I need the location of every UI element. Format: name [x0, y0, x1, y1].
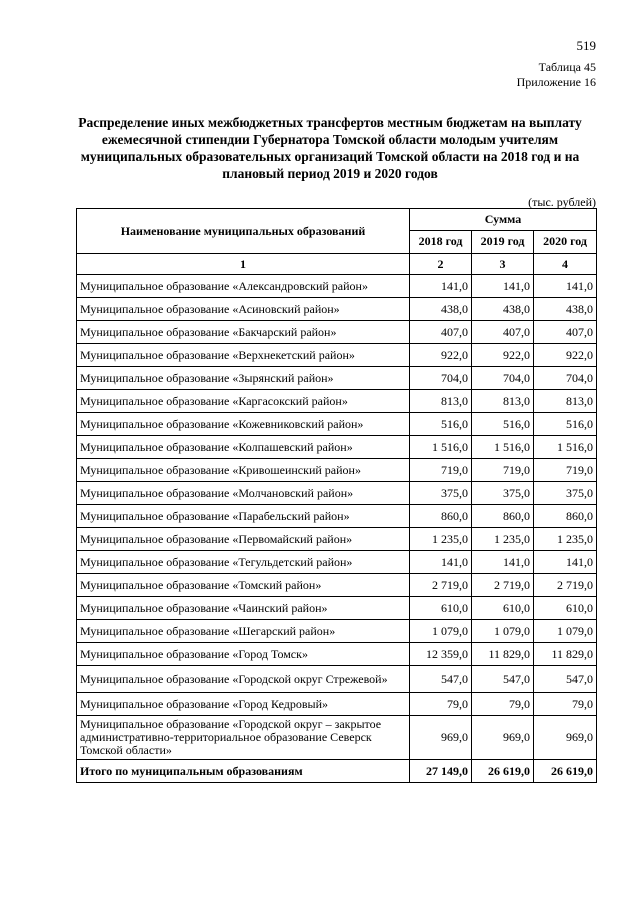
row-name-cell: Муниципальное образование «Кожевниковский район» — [77, 413, 410, 436]
row-name-cell: Муниципальное образование «Городской округ Стрежевой» — [77, 666, 410, 693]
value-2019-cell: 141,0 — [472, 551, 534, 574]
value-2019-cell: 813,0 — [472, 390, 534, 413]
total-2018-cell: 27 149,0 — [410, 760, 472, 783]
document-title: Распределение иных межбюджетных трансфертов местным бюджетам на выплату ежемесячной стипендии Губернатора Томской области молодым учителям муниципальных образовательных организаций Томской области на 2018 год и на плановый период 2019 и 2020 годов — [78, 115, 582, 181]
row-name-cell: Муниципальное образование «Кривошеинский район» — [77, 459, 410, 482]
table-row — [77, 716, 597, 760]
row-name-cell: Муниципальное образование «Шегарский район» — [77, 620, 410, 643]
row-name-cell: Муниципальное образование «Колпашевский район» — [77, 436, 410, 459]
value-2018-cell: 141,0 — [410, 275, 472, 298]
col-header-year-2020: 2020 год — [534, 230, 597, 253]
value-2019-cell: 141,0 — [472, 275, 534, 298]
value-2020-cell: 860,0 — [534, 505, 597, 528]
table-label-block — [517, 60, 596, 90]
index-cell: 2 — [410, 254, 472, 275]
value-2018-cell: 860,0 — [410, 505, 472, 528]
table-row — [77, 643, 597, 666]
row-name-cell: Муниципальное образование «Парабельский район» — [77, 505, 410, 528]
table-row — [77, 390, 597, 413]
value-2020-cell: 1 516,0 — [534, 436, 597, 459]
value-2018-cell: 438,0 — [410, 298, 472, 321]
table-row — [77, 436, 597, 459]
row-name-cell: Муниципальное образование «Первомайский район» — [77, 528, 410, 551]
table-row — [77, 344, 597, 367]
row-name-cell: Муниципальное образование «Чаинский район» — [77, 597, 410, 620]
appendix-label: Приложение 16 — [516, 75, 596, 89]
total-name-cell: Итого по муниципальным образованиям — [77, 760, 410, 783]
value-2019-cell: 860,0 — [472, 505, 534, 528]
value-2020-cell: 547,0 — [534, 666, 597, 693]
value-2020-cell: 407,0 — [534, 321, 597, 344]
index-row — [77, 254, 597, 275]
value-2020-cell: 719,0 — [534, 459, 597, 482]
transfers-table — [76, 208, 597, 783]
total-2019-cell: 26 619,0 — [472, 760, 534, 783]
value-2018-cell: 79,0 — [410, 693, 472, 716]
total-2020-cell: 26 619,0 — [534, 760, 597, 783]
row-name-cell: Муниципальное образование «Каргасокский район» — [77, 390, 410, 413]
value-2020-cell: 704,0 — [534, 367, 597, 390]
table-row — [77, 620, 597, 643]
value-2019-cell: 516,0 — [472, 413, 534, 436]
row-name-cell: Муниципальное образование «Бакчарский район» — [77, 321, 410, 344]
col-header-year-2019: 2019 год — [472, 230, 534, 253]
value-2020-cell: 969,0 — [534, 716, 597, 760]
value-2020-cell: 141,0 — [534, 275, 597, 298]
table-row — [77, 459, 597, 482]
value-2020-cell: 11 829,0 — [534, 643, 597, 666]
row-name-cell: Муниципальное образование «Верхнекетский район» — [77, 344, 410, 367]
col-header-sum: Сумма — [410, 209, 597, 231]
row-name-cell: Муниципальное образование «Молчановский район» — [77, 482, 410, 505]
value-2020-cell: 79,0 — [534, 693, 597, 716]
col-header-name: Наименование муниципальных образований — [77, 209, 410, 254]
value-2018-cell: 1 516,0 — [410, 436, 472, 459]
value-2019-cell: 1 235,0 — [472, 528, 534, 551]
table-row — [77, 528, 597, 551]
value-2018-cell: 516,0 — [410, 413, 472, 436]
col-header-year-2018: 2018 год — [410, 230, 472, 253]
value-2018-cell: 547,0 — [410, 666, 472, 693]
table-row — [77, 666, 597, 693]
value-2018-cell: 813,0 — [410, 390, 472, 413]
page-number: 519 — [576, 38, 596, 53]
value-2019-cell: 1 516,0 — [472, 436, 534, 459]
row-name-cell: Муниципальное образование «Томский район» — [77, 574, 410, 597]
value-2019-cell: 969,0 — [472, 716, 534, 760]
row-name-cell: Муниципальное образование «Александровский район» — [77, 275, 410, 298]
units-note: (тыс. рублей) — [528, 195, 596, 209]
value-2019-cell: 719,0 — [472, 459, 534, 482]
value-2020-cell: 516,0 — [534, 413, 597, 436]
table-row — [77, 693, 597, 716]
value-2020-cell: 2 719,0 — [534, 574, 597, 597]
value-2018-cell: 407,0 — [410, 321, 472, 344]
table-row — [77, 298, 597, 321]
value-2020-cell: 1 079,0 — [534, 620, 597, 643]
total-row — [77, 760, 597, 783]
value-2020-cell: 141,0 — [534, 551, 597, 574]
row-name-cell: Муниципальное образование «Асиновский район» — [77, 298, 410, 321]
value-2020-cell: 610,0 — [534, 597, 597, 620]
table-row — [77, 321, 597, 344]
value-2019-cell: 375,0 — [472, 482, 534, 505]
value-2019-cell: 704,0 — [472, 367, 534, 390]
value-2020-cell: 922,0 — [534, 344, 597, 367]
value-2018-cell: 719,0 — [410, 459, 472, 482]
value-2018-cell: 969,0 — [410, 716, 472, 760]
index-cell: 3 — [472, 254, 534, 275]
value-2020-cell: 1 235,0 — [534, 528, 597, 551]
row-name-cell: Муниципальное образование «Город Кедровый» — [77, 693, 410, 716]
table-row — [77, 367, 597, 390]
row-name-cell: Муниципальное образование «Городской округ – закрытое административно-территориальное образование Северск Томской области» — [77, 716, 410, 760]
value-2018-cell: 1 079,0 — [410, 620, 472, 643]
value-2018-cell: 1 235,0 — [410, 528, 472, 551]
value-2020-cell: 438,0 — [534, 298, 597, 321]
value-2019-cell: 922,0 — [472, 344, 534, 367]
value-2019-cell: 79,0 — [472, 693, 534, 716]
value-2018-cell: 375,0 — [410, 482, 472, 505]
table-row — [77, 597, 597, 620]
table-row — [77, 551, 597, 574]
table-row — [77, 574, 597, 597]
table-row — [77, 505, 597, 528]
row-name-cell: Муниципальное образование «Город Томск» — [77, 643, 410, 666]
row-name-cell: Муниципальное образование «Тегульдетский район» — [77, 551, 410, 574]
table-row — [77, 413, 597, 436]
index-cell: 4 — [534, 254, 597, 275]
value-2018-cell: 141,0 — [410, 551, 472, 574]
table-row — [77, 482, 597, 505]
value-2018-cell: 610,0 — [410, 597, 472, 620]
value-2020-cell: 813,0 — [534, 390, 597, 413]
index-cell: 1 — [77, 254, 410, 275]
row-name-cell: Муниципальное образование «Зырянский район» — [77, 367, 410, 390]
value-2019-cell: 1 079,0 — [472, 620, 534, 643]
value-2018-cell: 12 359,0 — [410, 643, 472, 666]
value-2019-cell: 11 829,0 — [472, 643, 534, 666]
value-2018-cell: 2 719,0 — [410, 574, 472, 597]
value-2018-cell: 922,0 — [410, 344, 472, 367]
table-row — [77, 275, 597, 298]
value-2019-cell: 438,0 — [472, 298, 534, 321]
table-label: Таблица 45 — [538, 60, 596, 74]
value-2018-cell: 704,0 — [410, 367, 472, 390]
value-2019-cell: 610,0 — [472, 597, 534, 620]
value-2019-cell: 407,0 — [472, 321, 534, 344]
value-2019-cell: 2 719,0 — [472, 574, 534, 597]
value-2020-cell: 375,0 — [534, 482, 597, 505]
value-2019-cell: 547,0 — [472, 666, 534, 693]
